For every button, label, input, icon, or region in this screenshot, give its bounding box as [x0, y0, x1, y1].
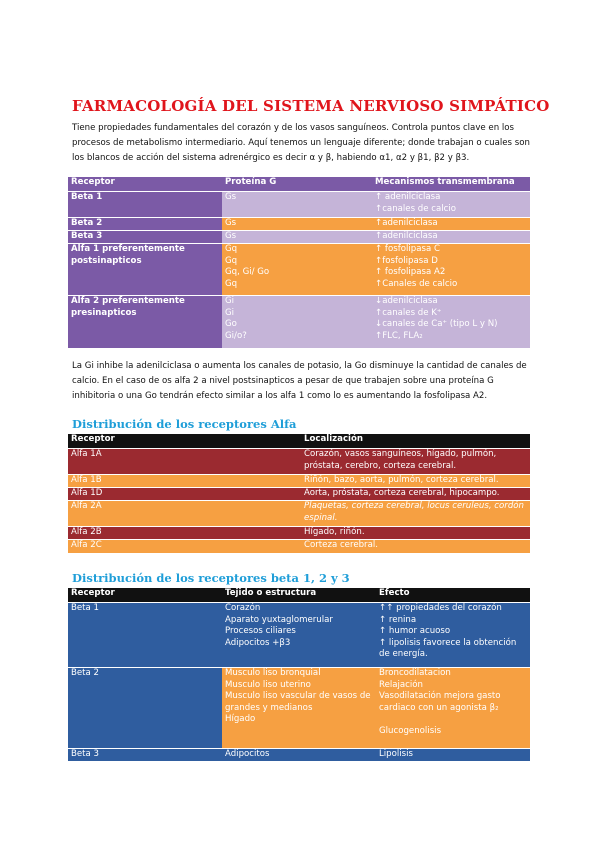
- header-receptor: Receptor: [68, 434, 301, 449]
- beta-distribution-heading: Distribución de los receptores beta 1, 2 y 3: [72, 571, 350, 585]
- receptor-cell: Beta 2: [68, 668, 222, 749]
- header-proteina-g: Proteína G: [222, 177, 372, 192]
- location-cell: Corteza cerebral.: [301, 540, 530, 553]
- receptor-cell: Beta 2: [68, 218, 222, 231]
- table-row: [68, 475, 530, 488]
- mechanism-cell: ↑ fosfolipasa C ↑fosfolipasa D ↑ fosfolipasa A2 ↑Canales de calcio: [372, 244, 530, 296]
- protein-cell: Gs: [222, 192, 372, 218]
- receptor-protein-table: [68, 177, 530, 348]
- header-mecanismos: Mecanismos transmembrana: [372, 177, 530, 192]
- table-row: [68, 540, 530, 553]
- table-row: [68, 749, 530, 761]
- receptor-cell: Alfa 2C: [68, 540, 301, 553]
- protein-cell: Gs: [222, 218, 372, 231]
- header-efecto: Efecto: [376, 588, 530, 603]
- beta-distribution-table: [68, 588, 530, 761]
- header-receptor: Receptor: [68, 177, 222, 192]
- table-header-row: [68, 177, 530, 192]
- effect-cell: Broncodilatacion Relajación Vasodilatación mejora gasto cardiaco con un agonista β₂ Glucogenolisis: [376, 668, 530, 749]
- intro-paragraph: Tiene propiedades fundamentales del corazón y de los vasos sanguíneos. Controla puntos clave en los procesos de metabolismo intermediario. Aquí tenemos un lenguaje diferente; donde trabajan o cuales son los blancos de acción del sistema adrenérgico es decir α y β, habiendo α1, α2 y β1, β2 y β3.: [72, 123, 530, 164]
- page-title: FARMACOLOGÍA DEL SISTEMA NERVIOSO SIMPÁTICO: [72, 97, 550, 115]
- location-cell: Plaquetas, corteza cerebral, locus ceruleus, cordón espinal.: [301, 501, 530, 527]
- tissue-cell: Corazón Aparato yuxtaglomerular Procesos ciliares Adipocitos +β3: [222, 603, 376, 668]
- receptor-cell: Alfa 2A: [68, 501, 301, 527]
- receptor-cell: Alfa 2B: [68, 527, 301, 540]
- alpha-distribution-heading: Distribución de los receptores Alfa: [72, 417, 297, 431]
- table-row: [68, 218, 530, 231]
- tissue-cell: Musculo liso bronquial Musculo liso uterino Musculo liso vascular de vasos de grandes y medianos Hígado: [222, 668, 376, 749]
- location-cell: Aorta, próstata, corteza cerebral, hipocampo.: [301, 488, 530, 501]
- table-row: [68, 488, 530, 501]
- location-cell: Corazón, vasos sanguíneos, hígado, pulmón, próstata, cerebro, corteza cerebral.: [301, 449, 530, 475]
- table-row: [68, 231, 530, 244]
- receptor-cell: Alfa 1B: [68, 475, 301, 488]
- receptor-cell: Beta 3: [68, 749, 222, 761]
- table-row: [68, 296, 530, 348]
- receptor-cell: Alfa 2 preferentemente presinapticos: [68, 296, 222, 348]
- table-row: [68, 192, 530, 218]
- location-cell: Hígado, riñón.: [301, 527, 530, 540]
- receptor-cell: Beta 1: [68, 603, 222, 668]
- receptor-cell: Alfa 1D: [68, 488, 301, 501]
- table-row: [68, 668, 530, 749]
- protein-cell: Gq Gq Gq, Gi/ Go Gq: [222, 244, 372, 296]
- alpha-distribution-table: [68, 434, 530, 553]
- location-cell: Riñón, bazo, aorta, pulmón, corteza cerebral.: [301, 475, 530, 488]
- receptor-cell: Alfa 1A: [68, 449, 301, 475]
- tissue-cell: Adipocitos: [222, 749, 376, 761]
- table-row: [68, 527, 530, 540]
- header-tejido: Tejido o estructura: [222, 588, 376, 603]
- receptor-cell: Beta 3: [68, 231, 222, 244]
- gi-paragraph: La Gi inhibe la adenilciclasa o aumenta los canales de potasio, la Go disminuye la cantidad de canales de calcio. En el caso de os alfa 2 a nivel postsinapticos a pesar de que trabajen sobre una proteína G inhibitoria o una Go tendrán efecto similar a los alfa 1 como lo es aumentando la fosfolipasa A2.: [72, 361, 527, 402]
- protein-cell: Gs: [222, 231, 372, 244]
- table-row: [68, 244, 530, 296]
- mechanism-cell: ↑ adenilciclasa ↑canales de calcio: [372, 192, 530, 218]
- effect-cell: Lipolisis: [376, 749, 530, 761]
- receptor-cell: Alfa 1 preferentemente postsinapticos: [68, 244, 222, 296]
- protein-cell: Gi Gi Go Gi/o?: [222, 296, 372, 348]
- mechanism-cell: ↓adenilciclasa ↑canales de K⁺ ↓canales de Ca⁺ (tipo L y N) ↑FLC, FLA₂: [372, 296, 530, 348]
- table-row: [68, 603, 530, 668]
- mechanism-cell: ↑adenilciclasa: [372, 218, 530, 231]
- mechanism-cell: ↑adenilciclasa: [372, 231, 530, 244]
- table-header-row: [68, 588, 530, 603]
- receptor-cell: Beta 1: [68, 192, 222, 218]
- table-row: [68, 501, 530, 527]
- header-localizacion: Localización: [301, 434, 530, 449]
- effect-cell: ↑↑ propiedades del corazón ↑ renina ↑ humor acuoso ↑ lipolisis favorece la obtención de energía.: [376, 603, 530, 668]
- header-receptor: Receptor: [68, 588, 222, 603]
- table-header-row: [68, 434, 530, 449]
- table-row: [68, 449, 530, 475]
